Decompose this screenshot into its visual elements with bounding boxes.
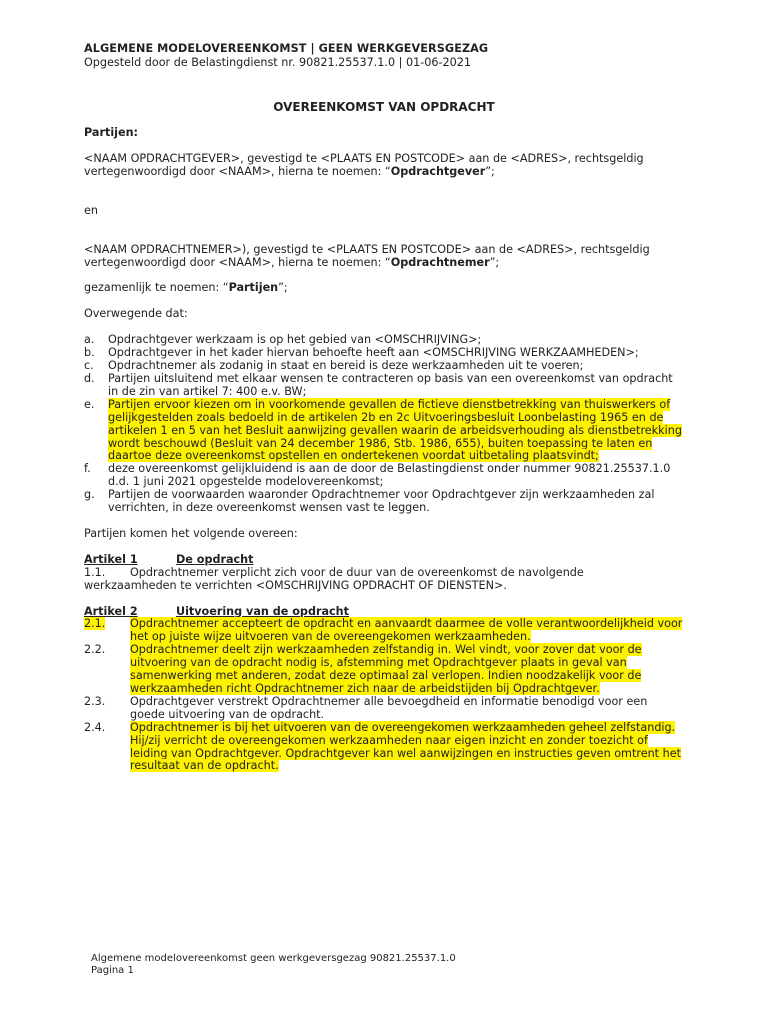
article-2-clauses [84, 618, 684, 773]
header-title: ALGEMENE MODELOVEREENKOMST | GEEN WERKGEVERSGEZAG [84, 42, 489, 55]
header-subtitle: Opgesteld door de Belastingdienst nr. 90821.25537.1.0 | 01-06-2021 [84, 56, 471, 69]
recital-label: f. [84, 462, 91, 476]
together-line [84, 282, 684, 295]
together-role: Partijen [228, 281, 279, 295]
list-item [84, 373, 684, 399]
article-1-title: De opdracht [176, 552, 254, 566]
recital-label: c. [84, 359, 94, 373]
clause-text-continued: werkzaamheden te verrichten <OMSCHRIJVING OPDRACHT OF DIENSTEN>. [84, 578, 507, 592]
article-1-clause [84, 567, 684, 593]
clause-2-3 [84, 696, 684, 722]
clause-number: 2.2. [84, 643, 106, 657]
recital-text: deze overeenkomst gelijkluidend is aan de door de Belastingdienst onder nummer 90821.25537.1.0 d.d. 1 juni 2021 opgestelde modelovereenkomst; [108, 462, 671, 489]
clause-text-highlighted: Opdrachtnemer is bij het uitvoeren van de overeengekomen werkzaamheden geheel zelfstandig. Hij/zij verricht de overeengekomen werkzaamheden naar eigen inzicht en zonder toezicht of leiding van Opdrachtgever. Opdrachtgever kan wel aanwijzingen en instructies geven omtrent het resultaat van de opdracht. [130, 720, 681, 773]
considering-label: Overwegende dat: [84, 307, 188, 321]
clause-text-highlighted: Opdrachtnemer deelt zijn werkzaamheden zelfstandig in. Wel vindt, voor zover dat voor de uitvoering van de opdracht nodig is, afstemming met Opdrachtgever plaats in geval van samenwerking met anderen, zodat deze optimaal zal verlopen. Indien noodzakelijk voor de werkzaamheden richt Opdrachtnemer zich naar de arbeidstijden bij Opdrachtgever. [130, 643, 642, 695]
clause-number: 2.4. [84, 720, 106, 734]
together-end: ”; [278, 281, 288, 295]
article-2-number: Artikel 2 [84, 604, 138, 618]
clause-text: Opdrachtnemer verplicht zich voor de duur van de overeenkomst de navolgende [130, 565, 584, 579]
recital-label: b. [84, 346, 95, 360]
recital-text-highlighted: Partijen ervoor kiezen om in voorkomende gevallen de fictieve dienstbetrekking van thuiswerkers of gelijkgestelden zoals bedoeld in de artikelen 2b en 2c Uitvoeringsbesluit Loonbelasting 1965 en de artikelen 1 en 5 van het Besluit aanwijzing gevallen waarin de arbeidsverhouding als dienstbetrekking wordt beschouwd (Besluit van 24 december 1986, Stb. 1986, 655), buiten toepassing te laten en daartoe deze overeenkomst opstellen en ondertekenen voordat uitbetaling plaatsvindt; [108, 397, 682, 463]
list-item [84, 489, 684, 515]
clause-2-2 [84, 644, 684, 696]
page-footer [91, 953, 456, 977]
party-opdrachtgever [84, 153, 684, 179]
recital-text: Partijen de voorwaarden waaronder Opdrachtnemer voor Opdrachtgever zijn werkzaamheden zal verrichten, in deze overeenkomst wensen vast te leggen. [108, 488, 655, 515]
clause-2-4 [84, 722, 684, 774]
recitals-list [84, 334, 684, 515]
article-1-number: Artikel 1 [84, 552, 138, 566]
list-item [84, 463, 684, 489]
party1-end: ”; [485, 164, 495, 178]
agreement-line: Partijen komen het volgende overeen: [84, 526, 298, 540]
clause-number: 2.3. [84, 694, 106, 708]
recital-label: d. [84, 371, 95, 385]
party2-text: <NAAM OPDRACHTNEMER>), gevestigd te <PLAATS EN POSTCODE> aan de <ADRES>, rechtsgeldig vertegenwoordigd door <NAAM>, hierna te noemen: “ [84, 242, 650, 269]
clause-number: 2.1. [84, 617, 106, 631]
party1-role: Opdrachtgever [390, 164, 486, 178]
party1-text: <NAAM OPDRACHTGEVER>, gevestigd te <PLAATS EN POSTCODE> aan de <ADRES>, rechtsgeldig vertegenwoordigd door <NAAM>, hierna te noemen: “ [84, 151, 644, 178]
clause-1-1 [84, 567, 684, 580]
article-1-heading [84, 554, 684, 567]
clause-text: Opdrachtgever verstrekt Opdrachtnemer alle bevoegdheid en informatie benodigd voor een goede uitvoering van de opdracht. [130, 694, 648, 721]
list-item [84, 399, 684, 464]
parties-label: Partijen: [84, 126, 139, 139]
document-page [84, 42, 684, 773]
article-2-title: Uitvoering van de opdracht [176, 604, 349, 618]
document-title: OVEREENKOMST VAN OPDRACHT [273, 100, 495, 114]
recital-text: Opdrachtgever werkzaam is op het gebied van <OMSCHRIJVING>; [108, 333, 482, 347]
recital-text: Partijen uitsluitend met elkaar wensen te contracteren op basis van een overeenkomst van opdracht in de zin van artikel 7: 400 e.v. BW; [108, 371, 673, 398]
recital-text: Opdrachtnemer als zodanig in staat en bereid is deze werkzaamheden uit te voeren; [108, 359, 584, 373]
recital-label: a. [84, 333, 95, 347]
party2-role: Opdrachtnemer [390, 255, 490, 269]
and-word: en [84, 203, 98, 217]
clause-number: 1.1. [84, 565, 106, 579]
together-text: gezamenlijk te noemen: “ [84, 281, 229, 295]
footer-page-number: Pagina 1 [91, 965, 134, 976]
recital-label: e. [84, 397, 95, 411]
clause-text-highlighted: Opdrachtnemer accepteert de opdracht en aanvaardt daarmee de volle verantwoordelijkheid voor het op juiste wijze uitvoeren van de overeengekomen werkzaamheden. [130, 617, 683, 644]
party2-end: ”; [489, 255, 500, 269]
clause-2-1 [84, 618, 684, 644]
footer-document-name: Algemene modelovereenkomst geen werkgeversgezag 90821.25537.1.0 [91, 953, 456, 964]
recital-label: g. [84, 488, 95, 502]
party-opdrachtnemer [84, 244, 684, 270]
recital-text: Opdrachtgever in het kader hiervan behoefte heeft aan <OMSCHRIJVING WERKZAAMHEDEN>; [108, 346, 639, 360]
